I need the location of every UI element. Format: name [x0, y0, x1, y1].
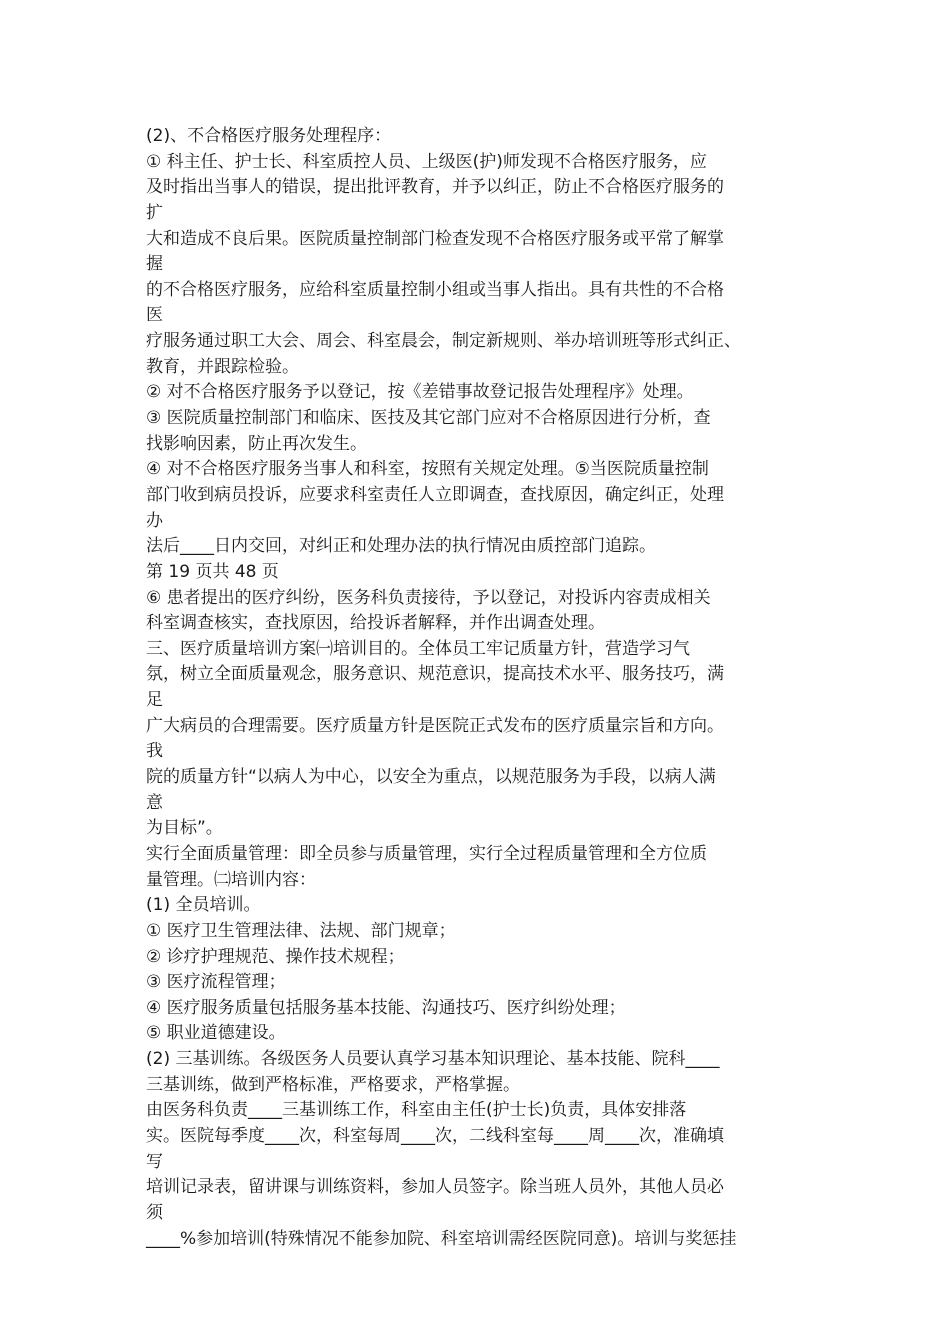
text-line: ③ 医疗流程管理； [146, 972, 286, 993]
text-line: ② 对不合格医疗服务予以登记，按《差错事故登记报告处理程序》处理。 [146, 382, 694, 403]
text-line: 及时指出当事人的错误，提出批评教育，并予以纠正，防止不合格医疗服务的 [146, 177, 724, 198]
text-line: ② 诊疗护理规范、操作技术规程； [146, 946, 405, 967]
text-line: 找影响因素，防止再次发生。 [146, 433, 367, 454]
text-line: ⑥ 患者提出的医疗纠纷，医务科负责接待，予以登记，对投诉内容责成相关 [146, 587, 711, 608]
text-line: 为目标”。 [146, 818, 223, 839]
text-line: (2) 三基训练。各级医务人员要认真学习基本知识理论、基本技能、院科____ [146, 1049, 720, 1070]
text-line: ④ 医疗服务质量包括服务基本技能、沟通技巧、医疗纠纷处理； [146, 997, 626, 1018]
document-body [146, 124, 826, 1252]
text-line: 办 [146, 510, 163, 531]
text-line: 氛，树立全面质量观念，服务意识、规范意识，提高技术水平、服务技巧，满 [146, 664, 724, 685]
text-line: 医 [146, 305, 163, 326]
text-line: 足 [146, 690, 163, 711]
text-line: 实行全面质量管理：即全员参与质量管理，实行全过程质量管理和全方位质 [146, 843, 707, 864]
text-line: ④ 对不合格医疗服务当事人和科室，按照有关规定处理。⑤当医院质量控制 [146, 459, 709, 480]
text-line: 由医务科负责____三基训练工作，科室由主任(护士长)负责，具体安排落 [146, 1100, 687, 1121]
text-line: 广大病员的合理需要。医疗质量方针是医院正式发布的医疗质量宗旨和方向。 [146, 715, 724, 736]
text-line: 我 [146, 741, 163, 762]
text-line: 实。医院每季度____次，科室每周____次，二线科室每____周____次，准确填 [146, 1125, 724, 1146]
text-line: ③ 医院质量控制部门和临床、医技及其它部门应对不合格原因进行分析，查 [146, 408, 711, 429]
text-line: ⑤ 职业道德建设。 [146, 1023, 286, 1044]
text-line: ① 科主任、护士长、科室质控人员、上级医(护)师发现不合格医疗服务，应 [146, 151, 707, 172]
text-line: 三基训练，做到严格标准，严格要求，严格掌握。 [146, 1074, 520, 1095]
text-line: ____%参加培训(特殊情况不能参加院、科室培训需经医院同意)。培训与奖惩挂 [146, 1228, 737, 1249]
text-line: 科室调查核实，查找原因，给投诉者解释，并作出调查处理。 [146, 613, 605, 634]
text-line: 部门收到病员投诉，应要求科室责任人立即调查，查找原因，确定纠正，处理 [146, 484, 724, 505]
text-line: 法后____日内交回，对纠正和处理办法的执行情况由质控部门追踪。 [146, 536, 656, 557]
text-line: 扩 [146, 202, 163, 223]
text-line: ① 医疗卫生管理法律、法规、部门规章； [146, 920, 456, 941]
text-line: 教育，并跟踪检验。 [146, 356, 299, 377]
text-line: 握 [146, 254, 163, 275]
text-line: 写 [146, 1151, 163, 1172]
text-line: (2)、不合格医疗服务处理程序： [146, 126, 392, 146]
text-line: 大和造成不良后果。医院质量控制部门检查发现不合格医疗服务或平常了解掌 [146, 228, 724, 249]
text-line: 量管理。㈡培训内容： [146, 869, 316, 890]
text-line: 的不合格医疗服务，应给科室质量控制小组或当事人指出。具有共性的不合格 [146, 279, 724, 300]
text-line: 第 19 页共 48 页 [146, 561, 279, 582]
text-line: 须 [146, 1202, 163, 1223]
text-line: 意 [146, 792, 163, 813]
text-line: 三、医疗质量培训方案㈠培训目的。全体员工牢记质量方针，营造学习气 [146, 638, 690, 659]
text-line: 培训记录表，留讲课与训练资料，参加人员签字。除当班人员外，其他人员必 [146, 1177, 724, 1198]
text-line: 疗服务通过职工大会、周会、科室晨会，制定新规则、举办培训班等形式纠正、 [146, 331, 741, 352]
text-line: (1) 全员培训。 [146, 895, 261, 916]
text-line: 院的质量方针“以病人为中心，以安全为重点，以规范服务为手段，以病人满 [146, 767, 716, 788]
